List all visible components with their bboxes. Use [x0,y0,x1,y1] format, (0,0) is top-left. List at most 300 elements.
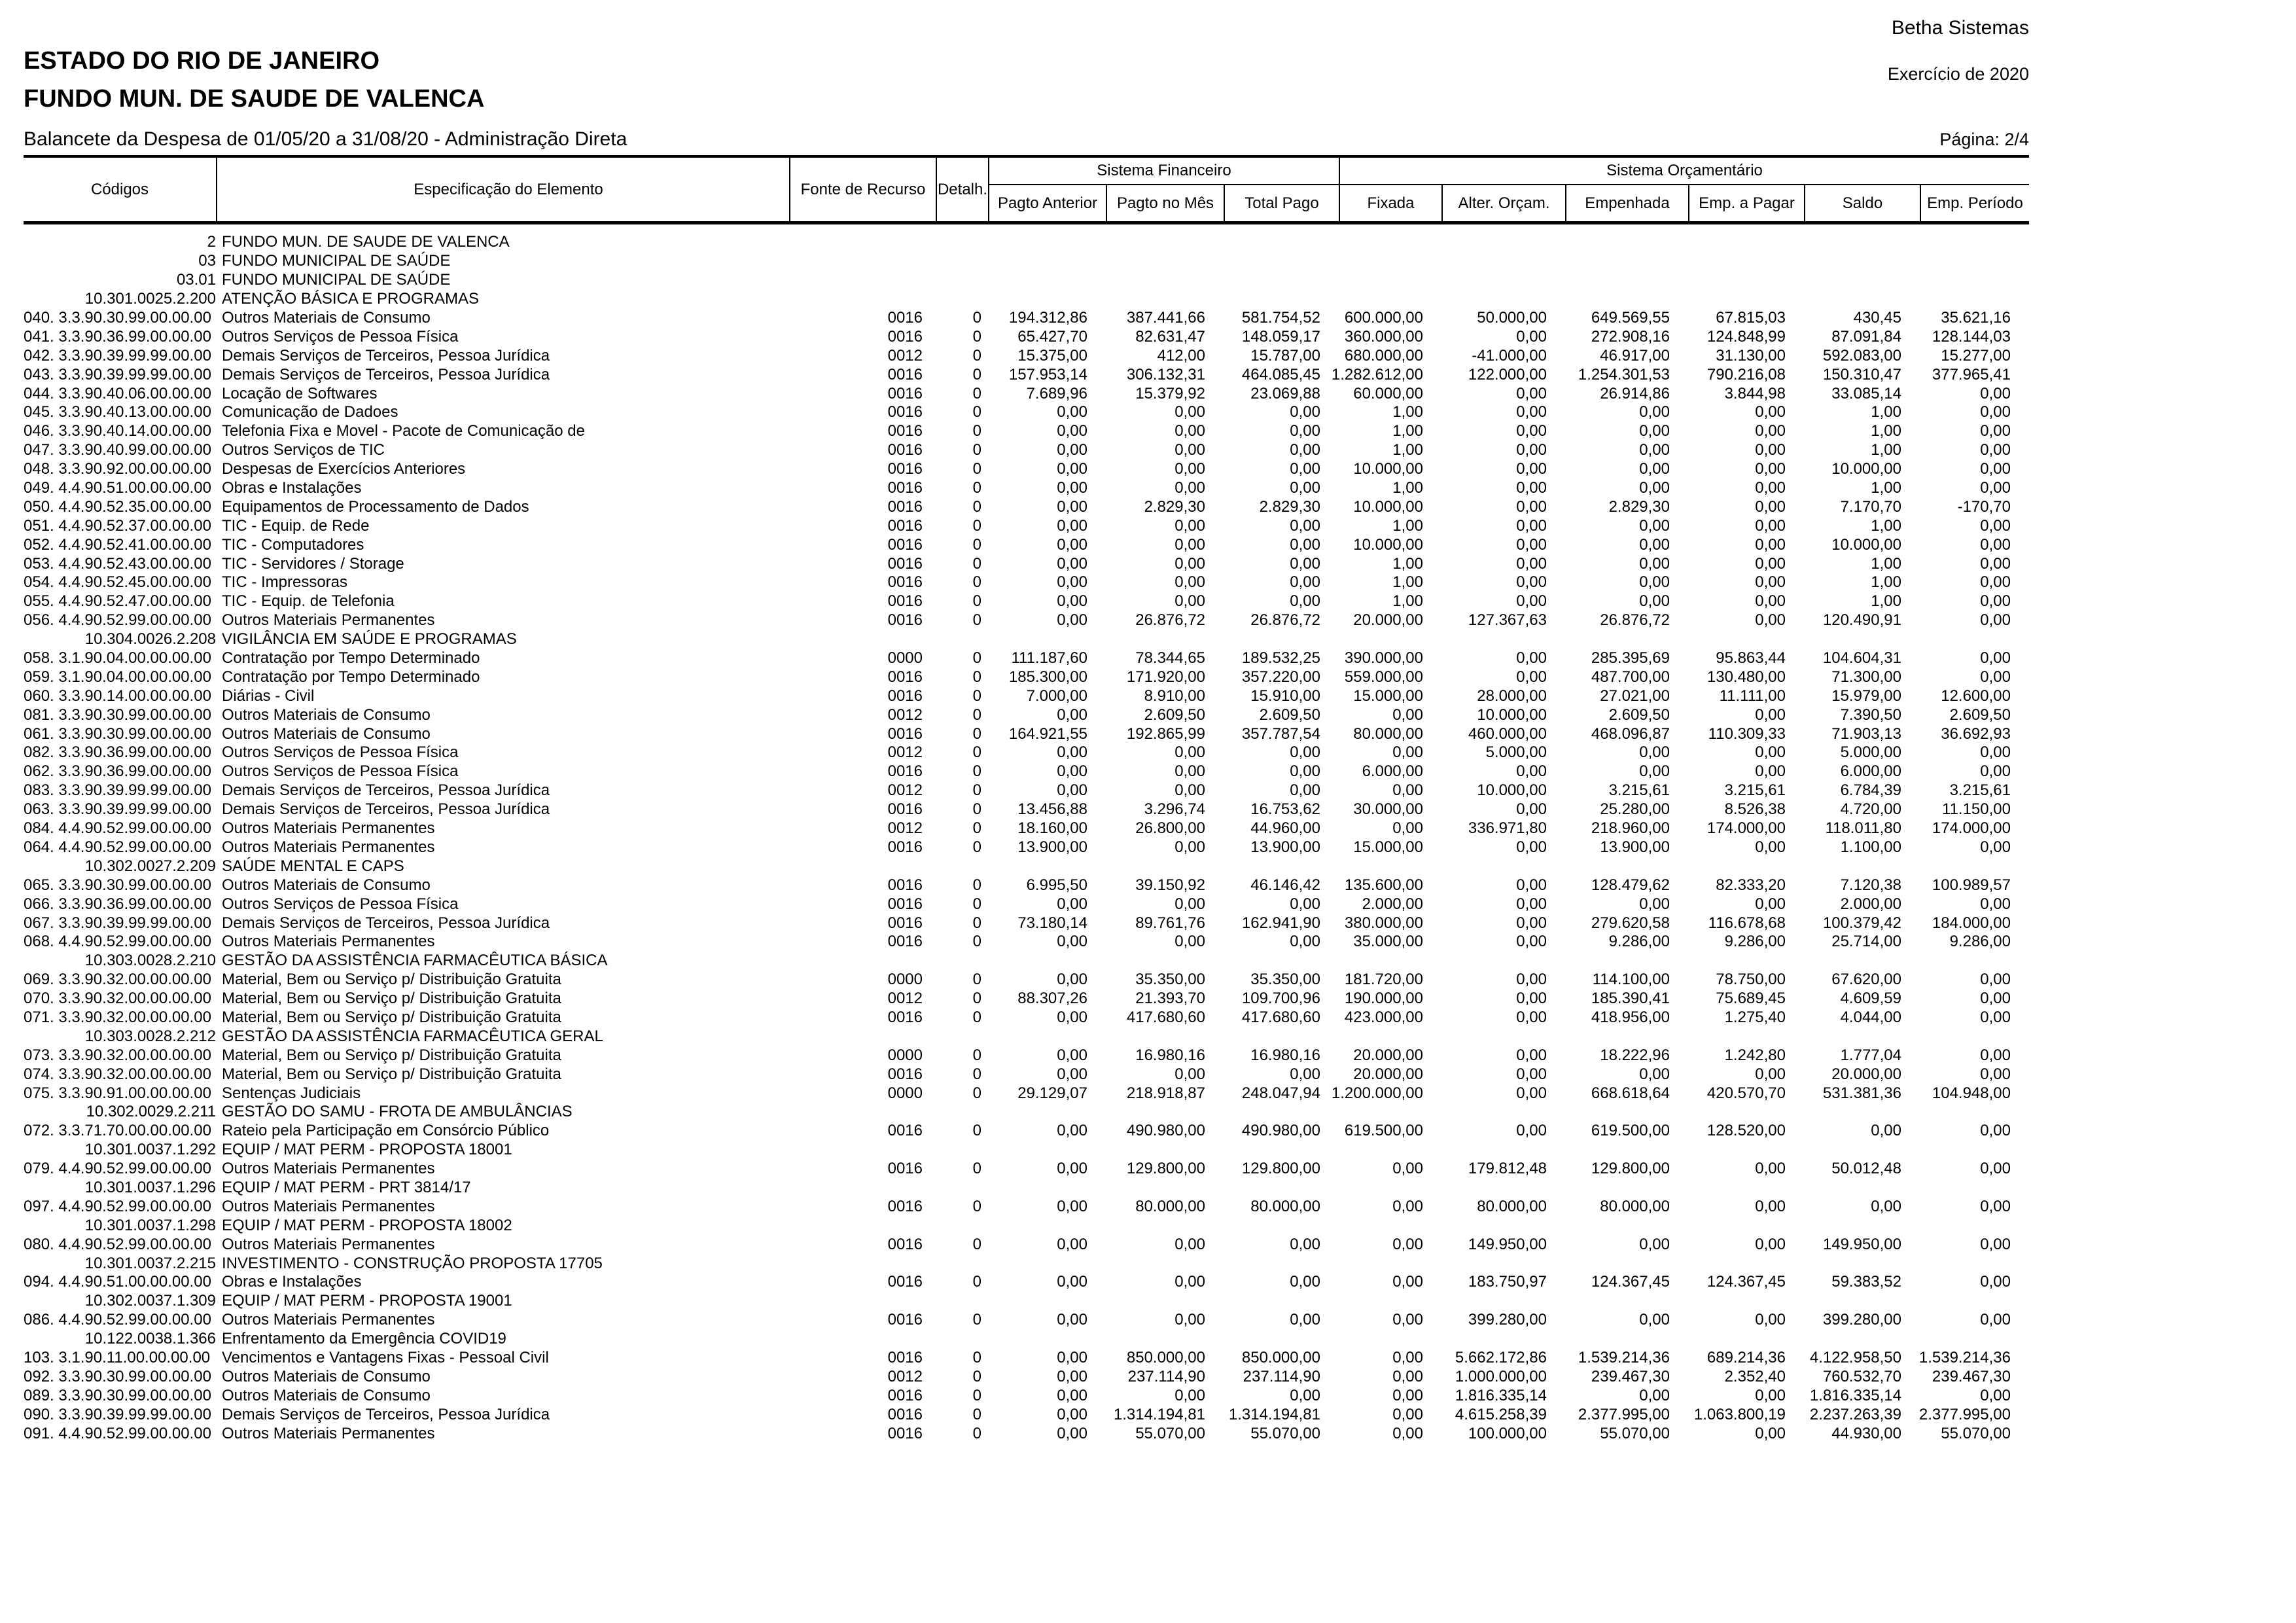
cell-alter-orcam: 0,00 [1516,479,1547,497]
cell-codigo: 058. 3.1.90.04.00.00.00.00 [24,649,211,668]
cell-emp-a-pagar: 1.063.800,19 [1693,1405,1786,1423]
cell-pagto-anterior: 0,00 [1057,422,1087,440]
cell-pagto-anterior: 0,00 [1057,1348,1087,1366]
cell-pagto-anterior: 65.427,70 [1017,327,1087,346]
cell-saldo: 150.310,47 [1822,365,1901,383]
cell-pagto-no-mes: 55.070,00 [1135,1424,1205,1442]
cell-fixada: 0,00 [1392,1273,1423,1291]
table-row [24,516,2029,535]
cell-detalh: 0 [972,1424,981,1442]
cell-detalh: 0 [972,441,981,459]
cell-emp-periodo: 1.539.214,36 [1918,1348,2011,1366]
cell-fixada: 2.000,00 [1362,895,1423,913]
cell-fixada: 0,00 [1392,1160,1423,1178]
section-code: 10.122.0038.1.366 [84,1330,216,1348]
cell-empenhada: 0,00 [1639,895,1670,913]
cell-empenhada: 0,00 [1639,743,1670,762]
cell-fixada: 181.720,00 [1344,971,1423,989]
cell-total-pago: 237.114,90 [1243,1367,1320,1385]
col-header-total-pago: Total Pago [1224,185,1339,221]
cell-alter-orcam: 0,00 [1516,1008,1547,1026]
cell-especificacao: Comunicação de Dadoes [222,403,398,421]
cell-detalh: 0 [972,895,981,913]
cell-fixada: 0,00 [1392,1348,1423,1366]
cell-emp-a-pagar: 124.848,99 [1706,327,1786,346]
cell-detalh: 0 [972,876,981,894]
cell-fixada: 423.000,00 [1344,1008,1423,1026]
cell-pagto-anterior: 7.000,00 [1026,687,1087,705]
cell-especificacao: TIC - Equip. de Rede [222,516,370,535]
cell-detalh: 0 [972,479,981,497]
cell-pagto-anterior: 7.689,96 [1026,384,1087,402]
cell-emp-periodo: 3.215,61 [1949,781,2011,800]
cell-empenhada: 1.539.214,36 [1578,1348,1670,1366]
section-code: 10.301.0037.1.296 [84,1178,216,1196]
cell-pagto-anterior: 0,00 [1057,1046,1087,1064]
section-label: EQUIP / MAT PERM - PROPOSTA 19001 [222,1292,512,1310]
cell-fonte-recurso: 0012 [887,781,923,800]
cell-pagto-anterior: 0,00 [1057,1273,1087,1291]
section-label: EQUIP / MAT PERM - PRT 3814/17 [222,1178,471,1196]
cell-emp-a-pagar: 0,00 [1755,1065,1786,1083]
cell-emp-a-pagar: 0,00 [1755,460,1786,478]
cell-alter-orcam: 0,00 [1516,1122,1547,1140]
table-row [24,800,2029,819]
cell-especificacao: Outros Materiais Permanentes [222,838,435,856]
section-row [24,1216,2029,1235]
cell-fixada: 0,00 [1392,1235,1423,1253]
cell-detalh: 0 [972,554,981,573]
cell-emp-a-pagar: 3.215,61 [1724,781,1786,800]
cell-emp-a-pagar: 0,00 [1755,705,1786,724]
cell-empenhada: 0,00 [1639,554,1670,573]
cell-fonte-recurso: 0016 [887,327,923,346]
cell-emp-periodo: 35.621,16 [1941,309,2011,327]
table-row [24,649,2029,668]
cell-codigo: 049. 4.4.90.51.00.00.00.00 [24,479,211,497]
table-row [24,895,2029,914]
cell-codigo: 103. 3.1.90.11.00.00.00.00 [24,1348,211,1366]
cell-fixada: 20.000,00 [1353,611,1423,630]
cell-emp-periodo: 0,00 [1980,611,2011,630]
cell-detalh: 0 [972,1367,981,1385]
cell-pagto-anterior: 164.921,55 [1008,724,1087,743]
cell-alter-orcam: 0,00 [1516,649,1547,668]
cell-total-pago: 490.980,00 [1241,1122,1320,1140]
cell-fonte-recurso: 0016 [887,876,923,894]
cell-alter-orcam: 0,00 [1516,933,1547,951]
cell-emp-a-pagar: 124.367,45 [1706,1273,1786,1291]
cell-emp-periodo: 0,00 [1980,838,2011,856]
cell-especificacao: Outros Materiais Permanentes [222,1424,435,1442]
section-row [24,1141,2029,1160]
cell-pagto-no-mes: 0,00 [1174,460,1205,478]
cell-detalh: 0 [972,1065,981,1083]
section-label: INVESTIMENTO - CONSTRUÇÃO PROPOSTA 17705 [222,1254,603,1272]
cell-emp-periodo: 9.286,00 [1949,933,2011,951]
cell-detalh: 0 [972,592,981,611]
cell-pagto-no-mes: 0,00 [1174,1065,1205,1083]
table-row [24,1046,2029,1065]
cell-emp-periodo: 0,00 [1980,1311,2011,1329]
cell-alter-orcam: 5.000,00 [1485,743,1547,762]
cell-empenhada: 2.377.995,00 [1578,1405,1670,1423]
col-header-fonte-recurso: Fonte de Recurso [789,158,936,221]
cell-fonte-recurso: 0016 [887,1065,923,1083]
cell-alter-orcam: 0,00 [1516,895,1547,913]
section-code: 10.302.0037.1.309 [84,1292,216,1310]
cell-detalh: 0 [972,990,981,1008]
cell-especificacao: Material, Bem ou Serviço p/ Distribuição Gratuita [222,1008,561,1026]
cell-pagto-no-mes: 0,00 [1174,743,1205,762]
cell-detalh: 0 [972,800,981,819]
cell-especificacao: Outros Serviços de Pessoa Física [222,762,459,781]
cell-saldo: 25.714,00 [1831,933,1901,951]
cell-empenhada: 0,00 [1639,441,1670,459]
section-label: SAÚDE MENTAL E CAPS [222,857,404,875]
cell-total-pago: 0,00 [1290,554,1320,573]
cell-alter-orcam: 149.950,00 [1468,1235,1547,1253]
cell-detalh: 0 [972,1197,981,1215]
cell-empenhada: 185.390,41 [1591,990,1670,1008]
cell-saldo: 7.390,50 [1840,705,1901,724]
cell-fonte-recurso: 0016 [887,1008,923,1026]
cell-total-pago: 2.829,30 [1259,497,1320,516]
cell-saldo: 0,00 [1871,1197,1901,1215]
cell-alter-orcam: 0,00 [1516,554,1547,573]
cell-especificacao: Obras e Instalações [222,479,362,497]
table-row [24,668,2029,687]
cell-pagto-anterior: 0,00 [1057,1160,1087,1178]
cell-codigo: 044. 3.3.90.40.06.00.00.00 [24,384,211,402]
section-label: FUNDO MUNICIPAL DE SAÚDE [222,271,451,289]
cell-pagto-no-mes: 0,00 [1174,1311,1205,1329]
cell-total-pago: 0,00 [1290,1065,1320,1083]
cell-saldo: 1,00 [1871,479,1901,497]
cell-codigo: 097. 4.4.90.52.99.00.00.00 [24,1197,211,1215]
table-row [24,365,2029,384]
page-number: Página: 2/4 [1939,130,2029,149]
section-row [24,952,2029,971]
section-row [24,1179,2029,1198]
cell-saldo: 15.979,00 [1831,687,1901,705]
cell-total-pago: 464.085,45 [1241,365,1320,383]
cell-pagto-no-mes: 306.132,31 [1126,365,1205,383]
cell-alter-orcam: 0,00 [1516,460,1547,478]
cell-pagto-anterior: 0,00 [1057,611,1087,630]
cell-total-pago: 15.787,00 [1250,346,1320,365]
cell-fixada: 60.000,00 [1353,384,1423,402]
cell-empenhada: 285.395,69 [1591,649,1670,668]
cell-alter-orcam: 179.812,48 [1468,1160,1547,1178]
cell-fonte-recurso: 0016 [887,535,923,554]
cell-pagto-anterior: 0,00 [1057,554,1087,573]
cell-fixada: 10.000,00 [1353,460,1423,478]
cell-especificacao: Outros Materiais Permanentes [222,611,435,630]
cell-fonte-recurso: 0012 [887,990,923,1008]
cell-detalh: 0 [972,743,981,762]
cell-fonte-recurso: 0016 [887,1197,923,1215]
cell-alter-orcam: 127.367,63 [1468,611,1547,630]
cell-emp-a-pagar: 128.520,00 [1706,1122,1786,1140]
cell-alter-orcam: 460.000,00 [1468,724,1547,743]
cell-fonte-recurso: 0016 [887,479,923,497]
cell-emp-a-pagar: 78.750,00 [1716,971,1786,989]
cell-codigo: 051. 4.4.90.52.37.00.00.00 [24,516,211,535]
cell-detalh: 0 [972,365,981,383]
cell-alter-orcam: 0,00 [1516,384,1547,402]
table-row [24,592,2029,611]
cell-fixada: 0,00 [1392,1386,1423,1404]
cell-pagto-anterior: 0,00 [1057,1311,1087,1329]
cell-saldo: 149.950,00 [1822,1235,1901,1253]
cell-codigo: 055. 4.4.90.52.47.00.00.00 [24,592,211,611]
cell-pagto-no-mes: 129.800,00 [1126,1160,1205,1178]
cell-empenhada: 124.367,45 [1591,1273,1670,1291]
cell-saldo: 1,00 [1871,592,1901,611]
cell-pagto-no-mes: 78.344,65 [1135,649,1205,668]
cell-pagto-no-mes: 21.393,70 [1135,990,1205,1008]
cell-emp-a-pagar: 0,00 [1755,1160,1786,1178]
cell-saldo: 592.083,00 [1822,346,1901,365]
cell-empenhada: 668.618,64 [1591,1084,1670,1102]
cell-saldo: 100.379,42 [1822,914,1901,932]
table-row [24,554,2029,573]
cell-saldo: 59.383,52 [1831,1273,1901,1291]
cell-emp-periodo: 377.965,41 [1932,365,2011,383]
cell-emp-periodo: 0,00 [1980,990,2011,1008]
table-row [24,971,2029,990]
cell-fixada: 600.000,00 [1344,309,1423,327]
cell-pagto-anterior: 0,00 [1057,1122,1087,1140]
cell-total-pago: 189.532,25 [1241,649,1320,668]
cell-total-pago: 0,00 [1290,516,1320,535]
cell-detalh: 0 [972,384,981,402]
cell-especificacao: Equipamentos de Processamento de Dados [222,497,529,516]
cell-total-pago: 0,00 [1290,479,1320,497]
cell-pagto-anterior: 18.160,00 [1017,819,1087,838]
cell-fonte-recurso: 0016 [887,422,923,440]
col-header-codigos: Códigos [90,180,149,198]
cell-empenhada: 218.960,00 [1591,819,1670,838]
cell-emp-a-pagar: 0,00 [1755,1311,1786,1329]
cell-emp-periodo: 0,00 [1980,441,2011,459]
cell-saldo: 10.000,00 [1831,535,1901,554]
cell-fonte-recurso: 0012 [887,705,923,724]
cell-empenhada: 619.500,00 [1591,1122,1670,1140]
cell-pagto-anterior: 0,00 [1057,705,1087,724]
cell-emp-periodo: 11.150,00 [1942,800,2011,819]
cell-total-pago: 0,00 [1290,895,1320,913]
table-row [24,743,2029,762]
cell-saldo: 760.532,70 [1822,1367,1901,1385]
cell-alter-orcam: 0,00 [1516,441,1547,459]
cell-empenhada: 129.800,00 [1591,1160,1670,1178]
cell-codigo: 067. 3.3.90.39.99.99.00.00 [24,914,211,932]
section-row [24,1027,2029,1046]
cell-saldo: 50.012,48 [1831,1160,1901,1178]
cell-detalh: 0 [972,497,981,516]
cell-fixada: 390.000,00 [1344,649,1423,668]
cell-empenhada: 0,00 [1639,535,1670,554]
cell-fixada: 1,00 [1392,403,1423,421]
section-label: ATENÇÃO BÁSICA E PROGRAMAS [222,290,479,308]
cell-pagto-anterior: 0,00 [1057,781,1087,800]
cell-pagto-anterior: 0,00 [1057,1386,1087,1404]
cell-saldo: 4.720,00 [1840,800,1901,819]
cell-total-pago: 0,00 [1290,1273,1320,1291]
cell-fonte-recurso: 0016 [887,554,923,573]
cell-emp-periodo: 15.277,00 [1941,346,2011,365]
cell-codigo: 048. 3.3.90.92.00.00.00.00 [24,460,211,478]
cell-total-pago: 15.910,00 [1250,687,1320,705]
cell-pagto-anterior: 88.307,26 [1017,990,1087,1008]
cell-fonte-recurso: 0016 [887,687,923,705]
cell-especificacao: Telefonia Fixa e Movel - Pacote de Comunicação de [222,422,585,440]
cell-emp-periodo: 184.000,00 [1932,914,2011,932]
cell-fixada: 1.282.612,00 [1331,365,1423,383]
cell-pagto-no-mes: 0,00 [1174,1273,1205,1291]
cell-emp-periodo: 104.948,00 [1932,1084,2011,1102]
cell-emp-a-pagar: 0,00 [1755,441,1786,459]
cell-emp-a-pagar: 0,00 [1755,1424,1786,1442]
section-row [24,1292,2029,1311]
table-row [24,1311,2029,1330]
cell-fonte-recurso: 0016 [887,895,923,913]
cell-fixada: 0,00 [1392,1367,1423,1385]
cell-detalh: 0 [972,1405,981,1423]
cell-pagto-no-mes: 16.980,16 [1135,1046,1205,1064]
cell-empenhada: 0,00 [1639,1235,1670,1253]
cell-emp-a-pagar: 0,00 [1755,422,1786,440]
cell-fixada: 15.000,00 [1353,838,1423,856]
section-code: 10.303.0028.2.210 [84,952,216,970]
cell-especificacao: TIC - Computadores [222,535,364,554]
col-header-emp-periodo: Emp. Período [1920,185,2029,221]
cell-pagto-anterior: 194.312,86 [1008,309,1087,327]
cell-empenhada: 0,00 [1639,403,1670,421]
cell-total-pago: 16.753,62 [1250,800,1320,819]
section-code: 10.301.0025.2.200 [84,290,216,308]
table-row [24,460,2029,479]
cell-pagto-anterior: 0,00 [1057,1008,1087,1026]
cell-empenhada: 0,00 [1639,479,1670,497]
cell-fonte-recurso: 0016 [887,516,923,535]
cell-fixada: 0,00 [1392,743,1423,762]
group-header-sistema-financeiro: Sistema Financeiro [988,158,1339,185]
cell-empenhada: 649.569,55 [1591,309,1670,327]
cell-emp-periodo: 55.070,00 [1941,1424,2011,1442]
cell-pagto-anterior: 0,00 [1057,1424,1087,1442]
cell-fixada: 1,00 [1392,441,1423,459]
section-label: GESTÃO DA ASSISTÊNCIA FARMACÊUTICA GERAL [222,1027,603,1045]
cell-empenhada: 3.215,61 [1608,781,1670,800]
cell-especificacao: Material, Bem ou Serviço p/ Distribuição Gratuita [222,971,561,989]
cell-especificacao: TIC - Equip. de Telefonia [222,592,395,611]
cell-fixada: 0,00 [1392,705,1423,724]
cell-saldo: 1,00 [1871,573,1901,592]
cell-codigo: 066. 3.3.90.36.99.00.00.00 [24,895,211,913]
cell-fonte-recurso: 0016 [887,592,923,611]
cell-especificacao: Demais Serviços de Terceiros, Pessoa Jurídica [222,800,550,819]
cell-codigo: 075. 3.3.90.91.00.00.00.00 [24,1084,211,1102]
cell-emp-periodo: 0,00 [1980,460,2011,478]
cell-detalh: 0 [972,573,981,592]
cell-pagto-anterior: 0,00 [1057,479,1087,497]
cell-emp-periodo: 0,00 [1980,592,2011,611]
cell-emp-periodo: 2.609,50 [1949,705,2011,724]
cell-fixada: 1,00 [1392,479,1423,497]
cell-pagto-no-mes: 171.920,00 [1126,668,1205,686]
cell-codigo: 063. 3.3.90.39.99.99.00.00 [24,800,211,819]
cell-alter-orcam: 0,00 [1516,800,1547,819]
cell-emp-periodo: 0,00 [1980,403,2011,421]
cell-total-pago: 0,00 [1290,933,1320,951]
cell-especificacao: Contratação por Tempo Determinado [222,649,480,668]
cell-detalh: 0 [972,1235,981,1253]
cell-fonte-recurso: 0000 [887,649,923,668]
cell-saldo: 7.170,70 [1840,497,1901,516]
section-code: 2 [207,233,216,251]
cell-saldo: 1,00 [1871,441,1901,459]
cell-emp-periodo: 2.377.995,00 [1918,1405,2011,1423]
cell-alter-orcam: 100.000,00 [1468,1424,1547,1442]
cell-emp-a-pagar: 0,00 [1755,743,1786,762]
cell-empenhada: 239.467,30 [1591,1367,1670,1385]
cell-codigo: 073. 3.3.90.32.00.00.00.00 [24,1046,211,1064]
cell-codigo: 065. 3.3.90.30.99.00.00.00 [24,876,211,894]
table-row [24,1008,2029,1027]
cell-pagto-no-mes: 0,00 [1174,554,1205,573]
cell-empenhada: 46.917,00 [1600,346,1670,365]
cell-emp-periodo: 0,00 [1980,516,2011,535]
cell-especificacao: Outros Materiais de Consumo [222,1367,431,1385]
cell-emp-a-pagar: 0,00 [1755,592,1786,611]
cell-emp-periodo: 12.600,00 [1941,687,2011,705]
cell-fonte-recurso: 0016 [887,573,923,592]
cell-fonte-recurso: 0016 [887,1122,923,1140]
cell-fonte-recurso: 0016 [887,497,923,516]
cell-total-pago: 55.070,00 [1250,1424,1320,1442]
cell-emp-periodo: 0,00 [1980,535,2011,554]
cell-pagto-no-mes: 850.000,00 [1126,1348,1205,1366]
cell-saldo: 1,00 [1871,554,1901,573]
cell-pagto-anterior: 0,00 [1057,497,1087,516]
cell-saldo: 399.280,00 [1822,1311,1901,1329]
cell-saldo: 4.044,00 [1840,1008,1901,1026]
cell-especificacao: Outros Serviços de Pessoa Física [222,895,459,913]
cell-alter-orcam: 0,00 [1516,516,1547,535]
cell-fixada: 380.000,00 [1344,914,1423,932]
cell-especificacao: Sentenças Judiciais [222,1084,361,1102]
cell-empenhada: 114.100,00 [1592,971,1670,989]
cell-pagto-anterior: 0,00 [1057,971,1087,989]
cell-pagto-anterior: 111.187,60 [1011,649,1087,668]
cell-codigo: 046. 3.3.90.40.14.00.00.00 [24,422,211,440]
exercise-label: Exercício de 2020 [1887,64,2029,84]
table-row [24,1197,2029,1216]
cell-saldo: 531.381,36 [1822,1084,1901,1102]
cell-emp-a-pagar: 3.844,98 [1724,384,1786,402]
cell-total-pago: 13.900,00 [1250,838,1320,856]
table-row [24,309,2029,328]
cell-saldo: 33.085,14 [1831,384,1901,402]
cell-codigo: 072. 3.3.71.70.00.00.00.00 [24,1122,211,1140]
cell-fixada: 1.200.000,00 [1331,1084,1423,1102]
cell-emp-a-pagar: 0,00 [1755,479,1786,497]
cell-detalh: 0 [972,705,981,724]
cell-especificacao: Locação de Softwares [222,384,378,402]
